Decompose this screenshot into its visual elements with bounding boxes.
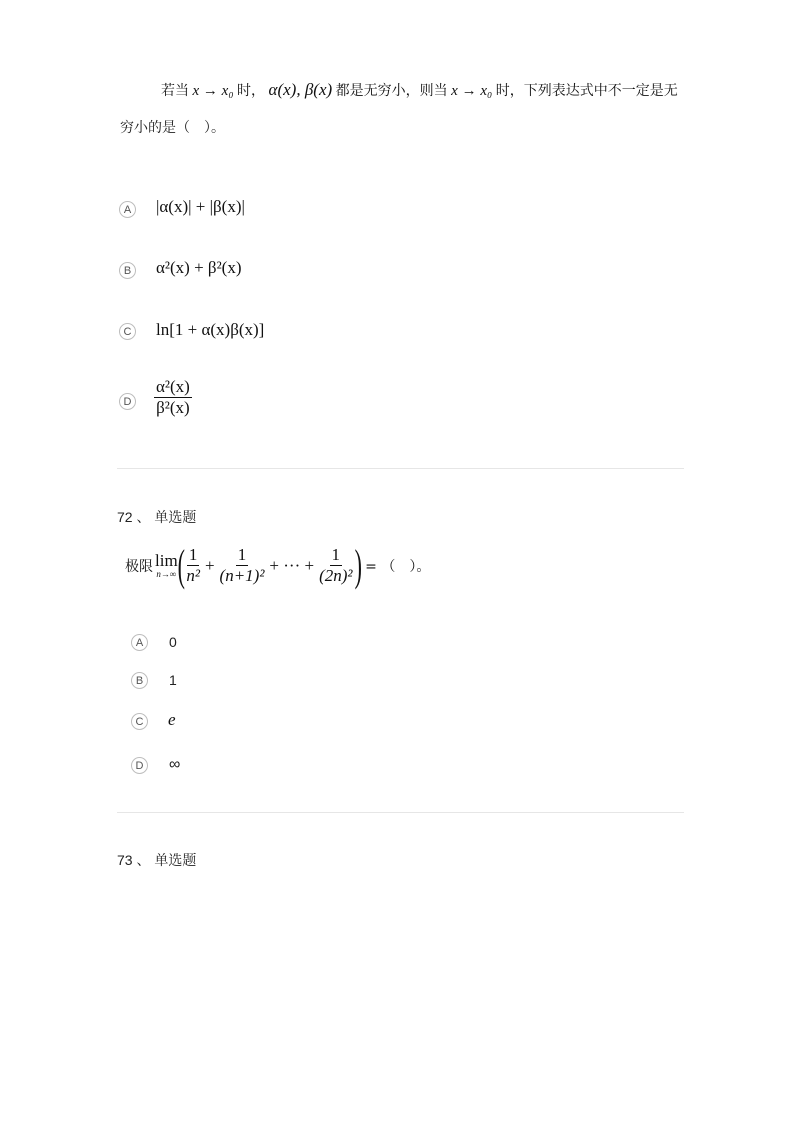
- q72-header: 72 、 单选题: [117, 509, 197, 525]
- q72-option-a-radio[interactable]: A: [131, 634, 148, 651]
- q71-option-c-expression: ln[1 + α(x)β(x)]: [156, 320, 265, 339]
- q72-option-b-radio[interactable]: B: [131, 672, 148, 689]
- q71-option-d-denominator: β²(x): [156, 398, 190, 417]
- q71-option-b-radio[interactable]: B: [119, 262, 136, 279]
- q72-option-b-text: 1: [169, 672, 177, 688]
- q72-dots: + ··· +: [269, 555, 315, 575]
- q72-term3-denominator: (2n)²: [319, 566, 353, 585]
- q72-term2-denominator: (n+1)²: [219, 566, 265, 585]
- q71-stem-when: 时，: [237, 83, 266, 99]
- q71-stem-line2: 穷小的是（ ）。: [120, 120, 225, 136]
- q71-option-a-radio[interactable]: A: [119, 201, 136, 218]
- divider-1: [117, 468, 684, 469]
- q71-stem-suffix: 时，下列表达式中不一定是无: [495, 83, 678, 99]
- q72-left-paren: (: [177, 541, 185, 590]
- q72-right-paren: ): [354, 541, 362, 590]
- q72-term1-numerator: 1: [188, 545, 198, 564]
- q71-option-d-fraction: [154, 378, 192, 417]
- q72-option-d-text: ∞: [169, 756, 181, 773]
- divider-2: [117, 812, 684, 813]
- q71-option-b-expression: α²(x) + β²(x): [156, 258, 242, 277]
- q71-stem-line1: [161, 80, 678, 100]
- q71-stem-condition: x → x₀: [192, 83, 234, 99]
- q72-option-c-radio[interactable]: C: [131, 713, 148, 730]
- q72-term1-denominator: n²: [186, 566, 200, 585]
- q72-stem: 极限 lim n→∞ ( $\frac{1}{\text{n²}}$ + $\frac{1}{\text{(n+1)²}}$ + ··· + $\frac{1}{\text{(2n)²}}$ ) = （ ）。: [125, 541, 431, 590]
- q71-option-d-numerator: α²(x): [156, 377, 190, 396]
- q72-stem-prefix: 极限: [125, 558, 153, 575]
- q72-option-d-radio[interactable]: D: [131, 757, 148, 774]
- q72-stem-suffix: = （ ）。: [365, 558, 431, 575]
- q72-option-c-text: e: [168, 710, 176, 729]
- q72-lim-subscript: n→∞: [156, 568, 177, 579]
- q71-option-d-radio[interactable]: D: [119, 393, 136, 410]
- q72-term3-numerator: 1: [331, 545, 341, 564]
- q72-option-a-text: 0: [169, 634, 177, 650]
- q71-stem-functions: α(x), β(x): [268, 80, 333, 99]
- q71-stem-prefix: 若当: [161, 83, 189, 99]
- q72-lim: lim: [155, 550, 178, 570]
- q73-header: 73 、 单选题: [117, 852, 197, 868]
- q71-option-a-expression: |α(x)| + |β(x)|: [156, 197, 245, 216]
- q72-term2-numerator: 1: [237, 545, 247, 564]
- q71-option-c-radio[interactable]: C: [119, 323, 136, 340]
- q71-stem-middle: 都是无穷小，则当: [335, 83, 448, 99]
- q71-stem-condition-2: x → x₀: [451, 83, 493, 99]
